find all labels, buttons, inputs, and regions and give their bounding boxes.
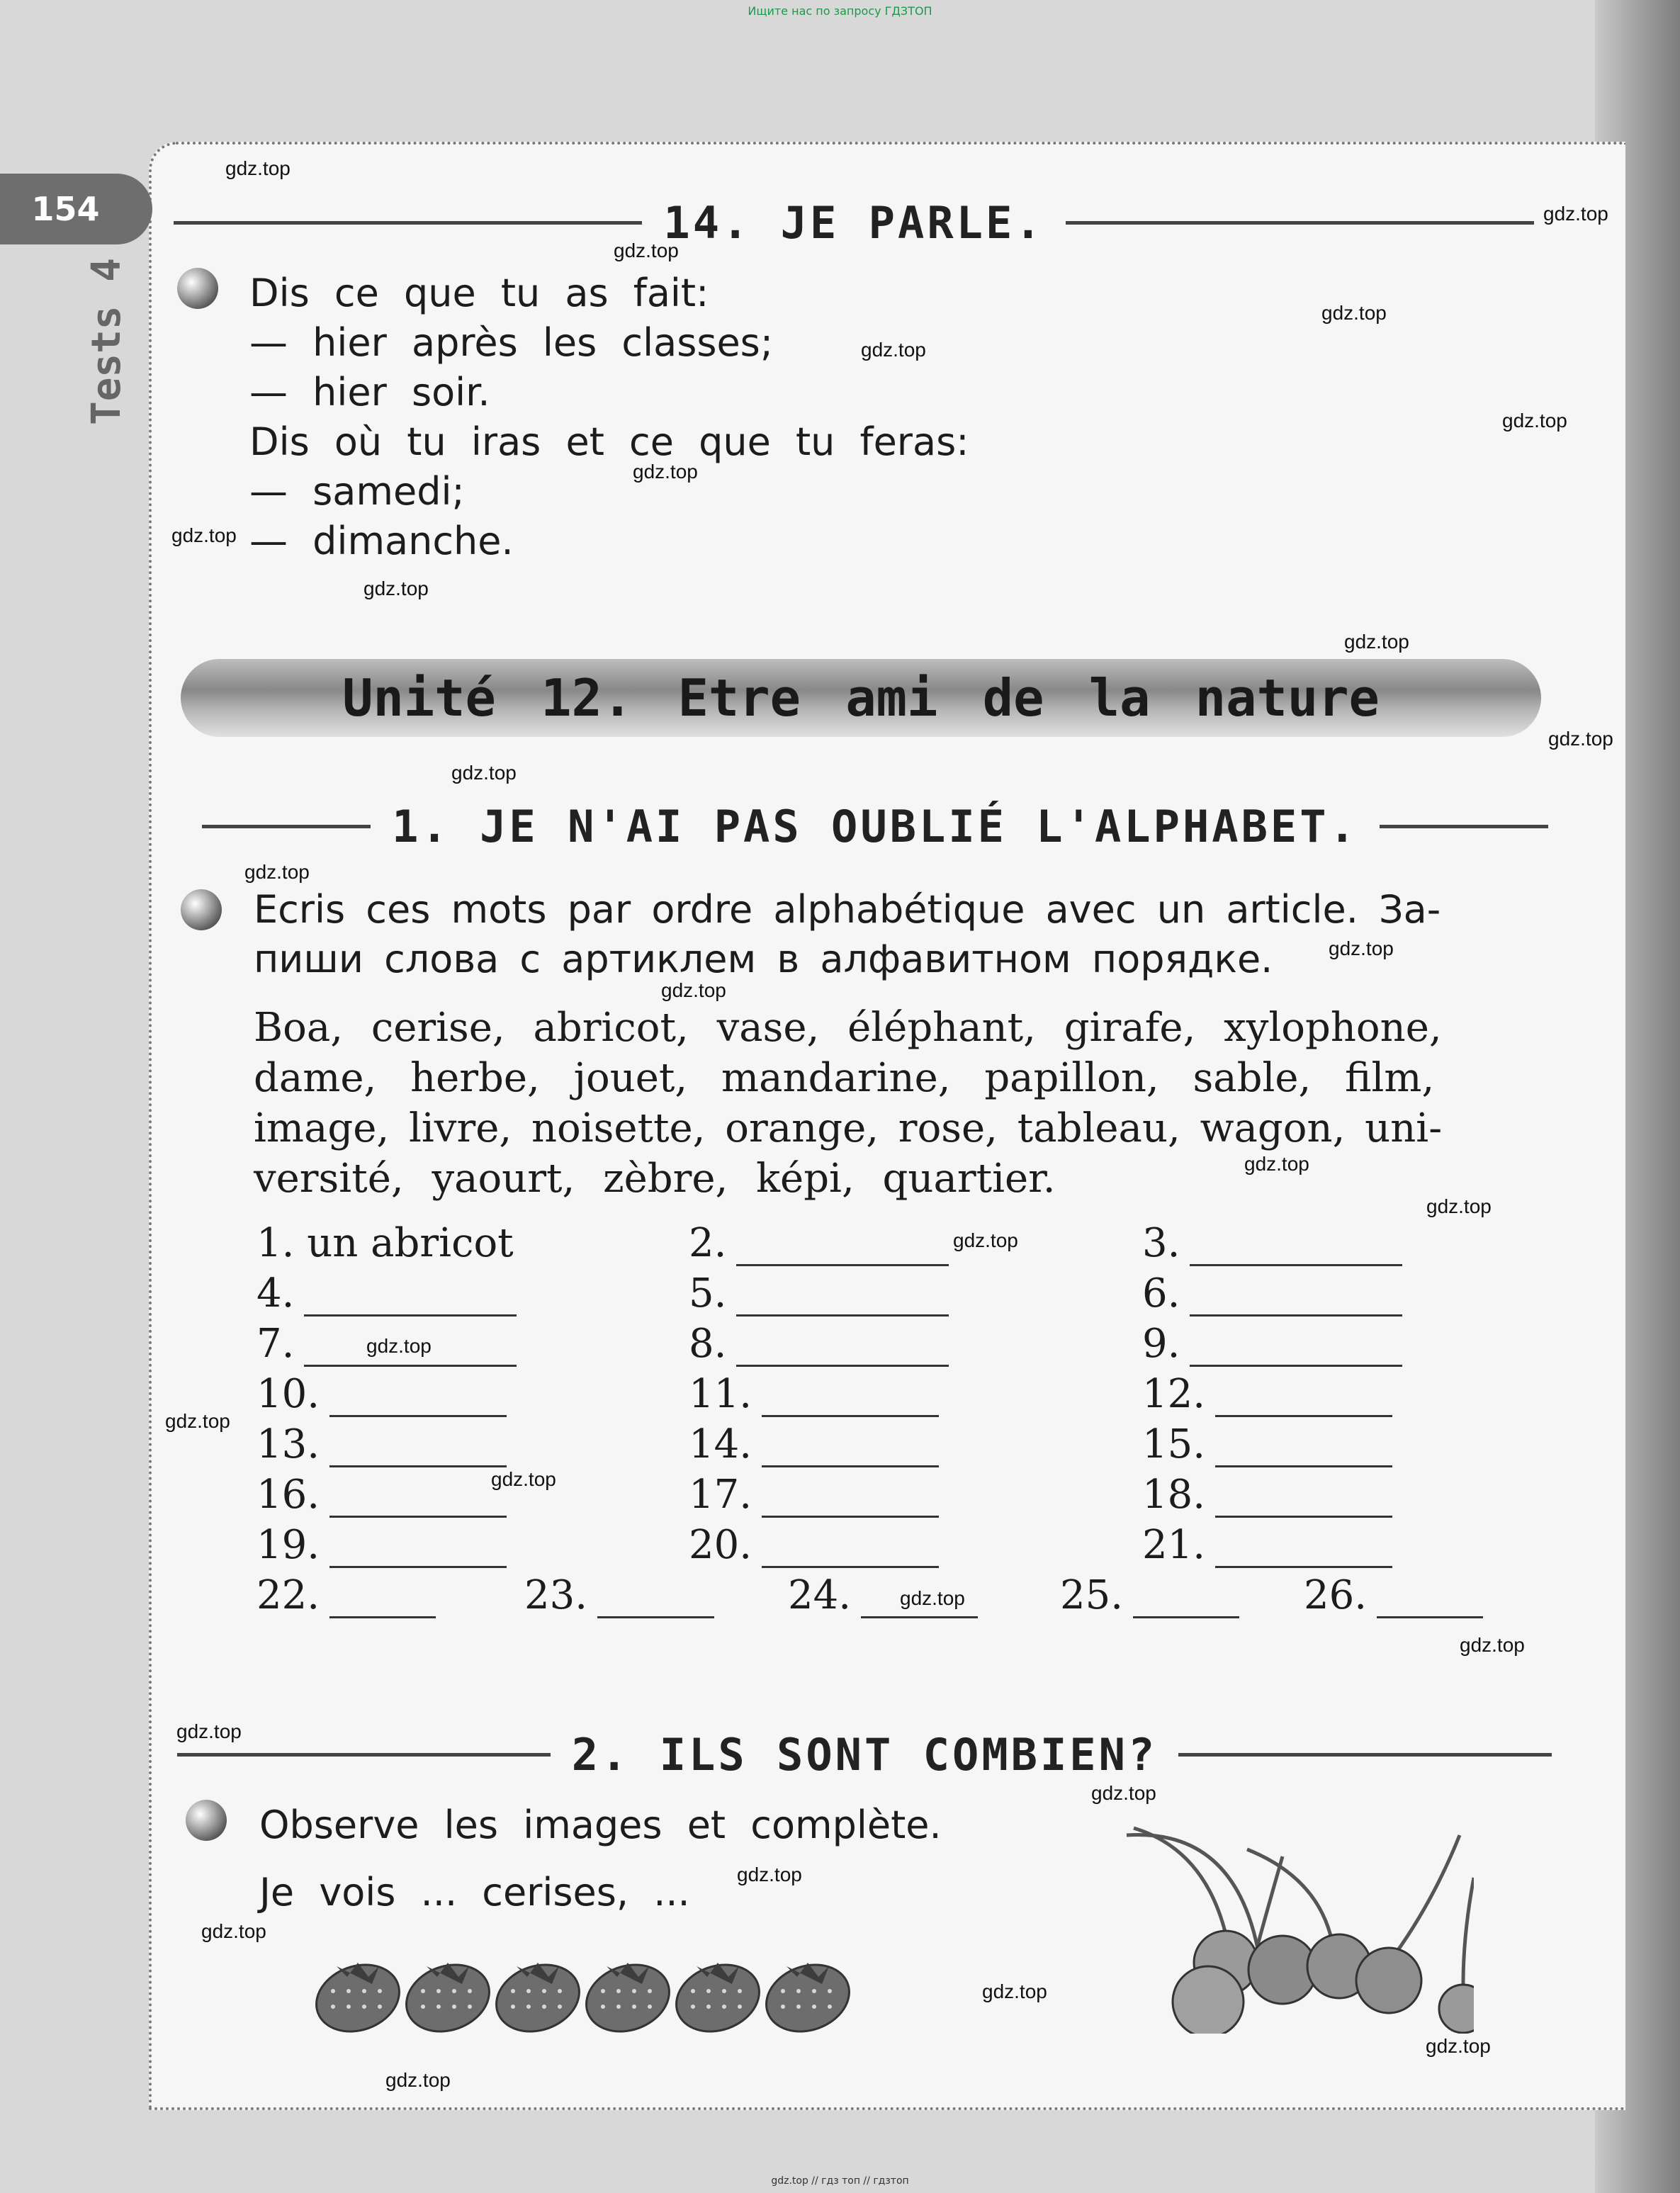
strawberry-icon [577, 1954, 679, 2037]
answer-slot[interactable] [689, 1270, 949, 1317]
answer-slot[interactable] [1142, 1220, 1402, 1266]
answer-blank-line[interactable] [1133, 1609, 1239, 1618]
word-list-line-2: dame, herbe, jouet, mandarine, papillon, sable, film, [254, 1055, 1435, 1101]
word-list-line-1: Boa, cerise, abricot, vase, éléphant, girafe, xylophone, [254, 1005, 1442, 1051]
strawberries-illustration [312, 1952, 864, 2037]
answer-slot[interactable] [689, 1472, 939, 1518]
section-14-line-2: — hier après les classes; [249, 320, 774, 365]
answer-number: 24. [788, 1572, 852, 1618]
answer-slot[interactable] [256, 1522, 507, 1568]
answer-blank-line[interactable] [762, 1458, 939, 1467]
heading-rule-left [174, 221, 642, 225]
section-14-line-1: Dis ce que tu as fait: [249, 271, 709, 315]
section-1-title: 1. JE N'AI PAS OUBLIÉ L'ALPHABET. [392, 801, 1358, 852]
watermark: gdz.top [363, 577, 429, 599]
answer-number: 1. un abricot [256, 1220, 514, 1266]
answer-blank-line[interactable] [762, 1408, 939, 1417]
watermark: gdz.top [225, 157, 291, 179]
watermark: gdz.top [953, 1229, 1018, 1251]
watermark: gdz.top [176, 1720, 242, 1742]
watermark: gdz.top [451, 762, 517, 784]
watermark: gdz.top [1548, 728, 1613, 750]
section-2-title: 2. ILS SONT COMBIEN? [571, 1729, 1158, 1781]
answer-slot[interactable] [256, 1270, 517, 1317]
answer-slot[interactable] [1142, 1270, 1402, 1317]
answer-blank-line[interactable] [1190, 1358, 1402, 1367]
watermark: gdz.top [1460, 1634, 1525, 1656]
watermark: gdz.top [633, 461, 698, 483]
watermark: gdz.top [171, 524, 237, 546]
answer-slot[interactable] [1142, 1421, 1392, 1467]
watermark: gdz.top [1321, 302, 1387, 324]
watermark: gdz.top [1502, 410, 1567, 432]
answer-slot[interactable] [1142, 1321, 1402, 1367]
answer-number: 20. [689, 1522, 752, 1568]
answer-slot[interactable] [256, 1472, 507, 1518]
answer-number: 11. [689, 1371, 752, 1417]
watermark: gdz.top [165, 1410, 230, 1432]
answer-number: 22. [256, 1572, 320, 1618]
heading-rule-right [1380, 825, 1548, 828]
section-1-instruction-ru: пиши слова с артиклем в алфавитном порядке. [254, 937, 1273, 981]
strawberry-icon [667, 1954, 769, 2037]
answer-number: 14. [689, 1421, 752, 1467]
watermark: gdz.top [900, 1587, 965, 1609]
section-1-bullet-icon [181, 889, 222, 930]
page-number: 154 [31, 190, 100, 228]
answer-number: 10. [256, 1371, 320, 1417]
watermark: gdz.top [1244, 1153, 1309, 1175]
heading-rule-right [1066, 221, 1534, 225]
watermark: gdz.top [614, 239, 679, 261]
watermark: gdz.top [861, 339, 926, 361]
watermark: gdz.top [982, 1980, 1047, 2002]
section-14-line-5: — samedi; [249, 469, 465, 514]
answer-blank-line[interactable] [1215, 1559, 1392, 1568]
answer-blank-line[interactable] [329, 1509, 507, 1518]
answer-number: 23. [524, 1572, 588, 1618]
heading-rule-right [1178, 1753, 1552, 1757]
answer-slot[interactable] [256, 1421, 507, 1467]
answer-number: 13. [256, 1421, 320, 1467]
answer-number: 9. [1142, 1321, 1180, 1367]
answer-slot[interactable] [256, 1220, 514, 1266]
page-number-tab [0, 174, 152, 244]
answer-slot[interactable] [689, 1321, 949, 1367]
answer-blank-line[interactable] [736, 1307, 949, 1317]
section-14-line-3: — hier soir. [249, 370, 490, 415]
side-label-tests: Tests 4 [84, 257, 130, 425]
answer-number: 26. [1304, 1572, 1368, 1618]
answer-blank-line[interactable] [329, 1458, 507, 1467]
answer-number: 2. [689, 1220, 727, 1266]
strawberry-icon [487, 1954, 589, 2037]
watermark: gdz.top [1091, 1782, 1156, 1804]
answer-slot[interactable] [1060, 1572, 1239, 1618]
answer-slot[interactable] [689, 1371, 939, 1417]
answer-blank-line[interactable] [329, 1408, 507, 1417]
watermark: gdz.top [491, 1468, 556, 1490]
heading-rule-left [177, 1753, 551, 1757]
section-2-prompt: Je vois ... cerises, ... [259, 1870, 690, 1915]
section-14-bullet-icon [177, 268, 218, 309]
answer-blank-line[interactable] [762, 1509, 939, 1518]
section-14-title: 14. JE PARLE. [663, 197, 1044, 249]
answer-number: 4. [256, 1270, 295, 1317]
answer-slot[interactable] [524, 1572, 714, 1618]
answer-slot[interactable] [689, 1421, 939, 1467]
watermark: gdz.top [737, 1864, 802, 1885]
answer-slot[interactable] [1142, 1371, 1392, 1417]
answer-number: 21. [1142, 1522, 1206, 1568]
answer-number: 6. [1142, 1270, 1180, 1317]
answer-number: 5. [689, 1270, 727, 1317]
answer-number: 8. [689, 1321, 727, 1367]
watermark: gdz.top [661, 979, 726, 1001]
strawberry-icon [757, 1954, 859, 2037]
answer-blank-line[interactable] [304, 1358, 517, 1367]
footer-banner[interactable]: gdz.top // гдз топ // гдзтоп [771, 2175, 909, 2187]
answer-blank-line[interactable] [304, 1307, 517, 1317]
section-2-heading [177, 1729, 1552, 1781]
header-banner[interactable]: Ищите нас по запросу ГДЗТОП [748, 4, 932, 18]
answer-blank-line[interactable] [736, 1257, 949, 1266]
strawberry-icon [397, 1954, 499, 2037]
section-14-heading [174, 197, 1534, 249]
watermark: gdz.top [1426, 2035, 1491, 2057]
unit-title-band [181, 659, 1541, 737]
answer-number: 15. [1142, 1421, 1206, 1467]
answer-blank-line[interactable] [1215, 1509, 1392, 1518]
word-list-line-4: versité, yaourt, zèbre, képi, quartier. [254, 1156, 1056, 1202]
answer-number: 3. [1142, 1220, 1180, 1266]
answer-blank-line[interactable] [597, 1609, 714, 1618]
answer-number: 25. [1060, 1572, 1124, 1618]
answer-number: 19. [256, 1522, 320, 1568]
unit-title: Unité 12. Etre ami de la nature [342, 668, 1380, 728]
watermark: gdz.top [244, 861, 310, 883]
answer-slot[interactable] [256, 1371, 507, 1417]
word-list-line-3: image, livre, noisette, orange, rose, tableau, wagon, uni- [254, 1105, 1443, 1151]
answer-number: 7. [256, 1321, 295, 1367]
section-1-heading [202, 801, 1548, 852]
answer-blank-line[interactable] [1215, 1408, 1392, 1417]
answer-number: 18. [1142, 1472, 1206, 1518]
answer-number: 17. [689, 1472, 752, 1518]
answer-blank-line[interactable] [861, 1609, 978, 1618]
answer-blank-line[interactable] [736, 1358, 949, 1367]
answer-blank-line[interactable] [329, 1609, 436, 1618]
answer-slot[interactable] [689, 1522, 939, 1568]
section-14-line-6: — dimanche. [249, 519, 514, 563]
watermark: gdz.top [1543, 203, 1608, 225]
answer-number: 12. [1142, 1371, 1206, 1417]
cherries-illustration [1105, 1821, 1474, 2034]
answer-blank-line[interactable] [762, 1559, 939, 1568]
strawberry-icon [312, 1954, 409, 2037]
watermark: gdz.top [1344, 631, 1409, 653]
watermark: gdz.top [385, 2069, 451, 2091]
answer-blank-line[interactable] [1377, 1609, 1483, 1618]
section-1-instruction-fr: Ecris ces mots par ordre alphabétique avec un article. За- [254, 887, 1441, 932]
answer-blank-line[interactable] [1190, 1307, 1402, 1317]
watermark: gdz.top [201, 1920, 266, 1942]
section-14-line-4: Dis où tu iras et ce que tu feras: [249, 419, 969, 464]
answer-slot[interactable] [689, 1220, 949, 1266]
answer-blank-line[interactable] [1215, 1458, 1392, 1467]
watermark: gdz.top [1329, 937, 1394, 959]
answer-slot[interactable] [1142, 1522, 1392, 1568]
answer-number: 16. [256, 1472, 320, 1518]
answer-slot[interactable] [1142, 1472, 1392, 1518]
answer-slot[interactable] [256, 1572, 436, 1618]
watermark: gdz.top [1426, 1195, 1492, 1217]
section-2-instruction: Observe les images et complète. [259, 1803, 942, 1847]
section-2-bullet-icon [186, 1800, 227, 1841]
answer-slot[interactable] [1304, 1572, 1483, 1618]
answer-blank-line[interactable] [329, 1559, 507, 1568]
watermark: gdz.top [366, 1335, 432, 1357]
answer-blank-line[interactable] [1190, 1257, 1402, 1266]
heading-rule-left [202, 825, 371, 828]
